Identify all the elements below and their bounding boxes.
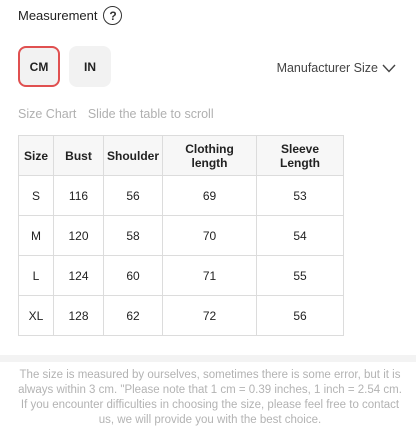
size-table[interactable]: [18, 135, 344, 336]
manufacturer-size-label: Manufacturer Size: [276, 61, 378, 75]
header-bust: Bust: [54, 136, 104, 176]
table-row: [19, 176, 344, 216]
table-cell: 60: [104, 256, 163, 296]
table-row: [19, 216, 344, 256]
unit-in-button[interactable]: IN: [69, 46, 111, 87]
size-note: The size is measured by ourselves, sometimes there is some error, but it is always within 3 cm. "Please note that 1 cm = 0.39 inches, 1 inch = 2.54 cm. If you encounter difficulties in choosing the size, please feel free to contact us, we will provide you with the best choice.: [18, 369, 402, 426]
table-cell: L: [19, 256, 54, 296]
size-chart-hint: [18, 107, 214, 121]
table-row: [19, 256, 344, 296]
table-header-row: [19, 136, 344, 176]
manufacturer-size-dropdown[interactable]: [277, 61, 396, 75]
table-cell: 120: [54, 216, 104, 256]
table-cell: 54: [257, 216, 344, 256]
table-cell: XL: [19, 296, 54, 336]
table-cell: 128: [54, 296, 104, 336]
unit-cm-button[interactable]: CM: [18, 46, 60, 87]
table-cell: 62: [104, 296, 163, 336]
header-size: Size: [19, 136, 54, 176]
section-divider: [0, 355, 416, 362]
table-cell: 70: [163, 216, 257, 256]
table-cell: 124: [54, 256, 104, 296]
help-icon[interactable]: ?: [103, 6, 122, 25]
table-cell: 55: [257, 256, 344, 296]
table-cell: M: [19, 216, 54, 256]
table-cell: 58: [104, 216, 163, 256]
table-cell: 56: [104, 176, 163, 216]
header-shoulder: Shoulder: [104, 136, 163, 176]
measurement-label: Measurement: [18, 8, 98, 23]
table-cell: 53: [257, 176, 344, 216]
size-chart-title: Size Chart: [18, 107, 77, 121]
header-sleeve-length: Sleeve Length: [257, 136, 344, 176]
measurement-header: [18, 6, 122, 25]
table-cell: 56: [257, 296, 344, 336]
scroll-hint: Slide the table to scroll: [87, 107, 214, 121]
table-cell: 71: [163, 256, 257, 296]
table-cell: 72: [163, 296, 257, 336]
chevron-down-icon: [382, 64, 396, 73]
table-cell: S: [19, 176, 54, 216]
table-row: [19, 296, 344, 336]
table-cell: 116: [54, 176, 104, 216]
table-cell: 69: [163, 176, 257, 216]
header-clothing-length: Clothing length: [163, 136, 257, 176]
